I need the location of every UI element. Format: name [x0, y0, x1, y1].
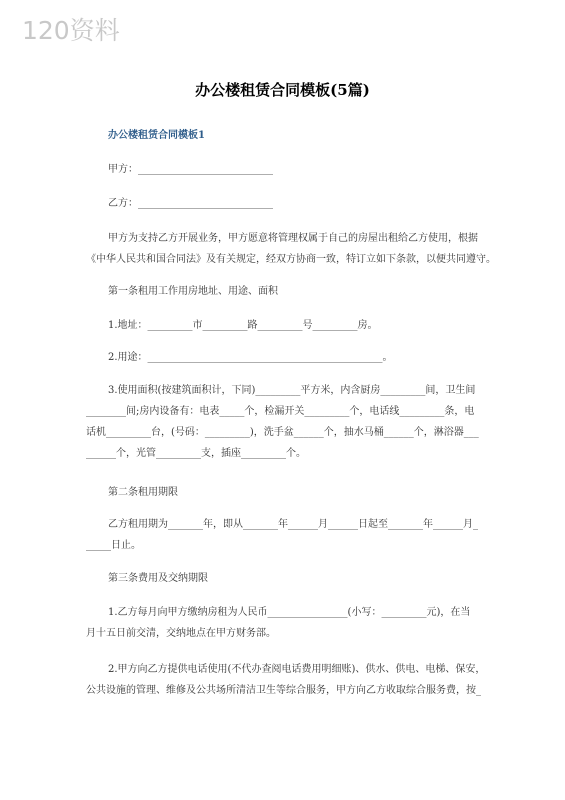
intro-line-2: 《中华人民共和国合同法》及有关规定，经双方协商一致，特订立如下条款，以便共同遵守。 — [86, 254, 496, 265]
intro-line-1: 甲方为支持乙方开展业务，甲方愿意将管理权属于自己的房屋出租给乙方使用，根据 — [108, 233, 478, 244]
rent-line-2: 月十五日前交清，交纳地点在甲方财务部。 — [86, 628, 276, 639]
address-line: 1.地址：_________市_________路_________号_________房。 — [108, 320, 378, 331]
term-line-2: _____日止。 — [86, 540, 141, 551]
purpose-line: 2.用途：_______________________________________________。 — [108, 352, 393, 363]
article-1-title: 第一条租用工作用房地址、用途、面积 — [108, 286, 278, 297]
rent-line-1: 1.乙方每月向甲方缴纳房租为人民币________________(小写：_________元)，在当 — [108, 607, 471, 618]
intro-paragraph — [86, 228, 508, 270]
rent-paragraph — [86, 602, 508, 644]
service-paragraph — [86, 659, 508, 701]
section-heading: 办公楼租赁合同模板1 — [108, 130, 205, 141]
term-paragraph — [86, 514, 508, 556]
area-line-4: ______个，光管_________支，插座_________个。 — [86, 448, 306, 459]
article-2-title: 第二条租用期限 — [108, 487, 178, 498]
area-paragraph — [86, 380, 508, 464]
document-title: 办公楼租赁合同模板(5篇) — [195, 81, 370, 99]
service-line-2: 公共设施的管理、维修及公共场所清洁卫生等综合服务，甲方向乙方收取综合服务费，按_ — [86, 685, 481, 696]
party-b-line: 乙方：___________________________ — [108, 198, 273, 209]
article-3-title: 第三条费用及交纳期限 — [108, 573, 208, 584]
area-line-2: ________间;房内设备有：电表_____个，检漏开关_________个，电话线_________条，电 — [86, 406, 475, 417]
area-line-1: 3.使用面积(按建筑面积计，下同)_________平方米，内含厨房_________间，卫生间 — [108, 385, 476, 396]
service-line-1: 2.甲方向乙方提供电话使用(不代办查阅电话费用明细账)、供水、供电、电梯、保安， — [108, 664, 486, 675]
watermark: 120资料 — [22, 16, 120, 45]
area-line-3: 话机_________台，(号码：_________)，洗手盆______个，抽水马桶______个，淋浴器___ — [86, 427, 479, 438]
party-a-line: 甲方：___________________________ — [108, 164, 273, 175]
term-line-1: 乙方租用期为_______年，即从_______年______月______日起至_______年______月_ — [108, 519, 478, 530]
